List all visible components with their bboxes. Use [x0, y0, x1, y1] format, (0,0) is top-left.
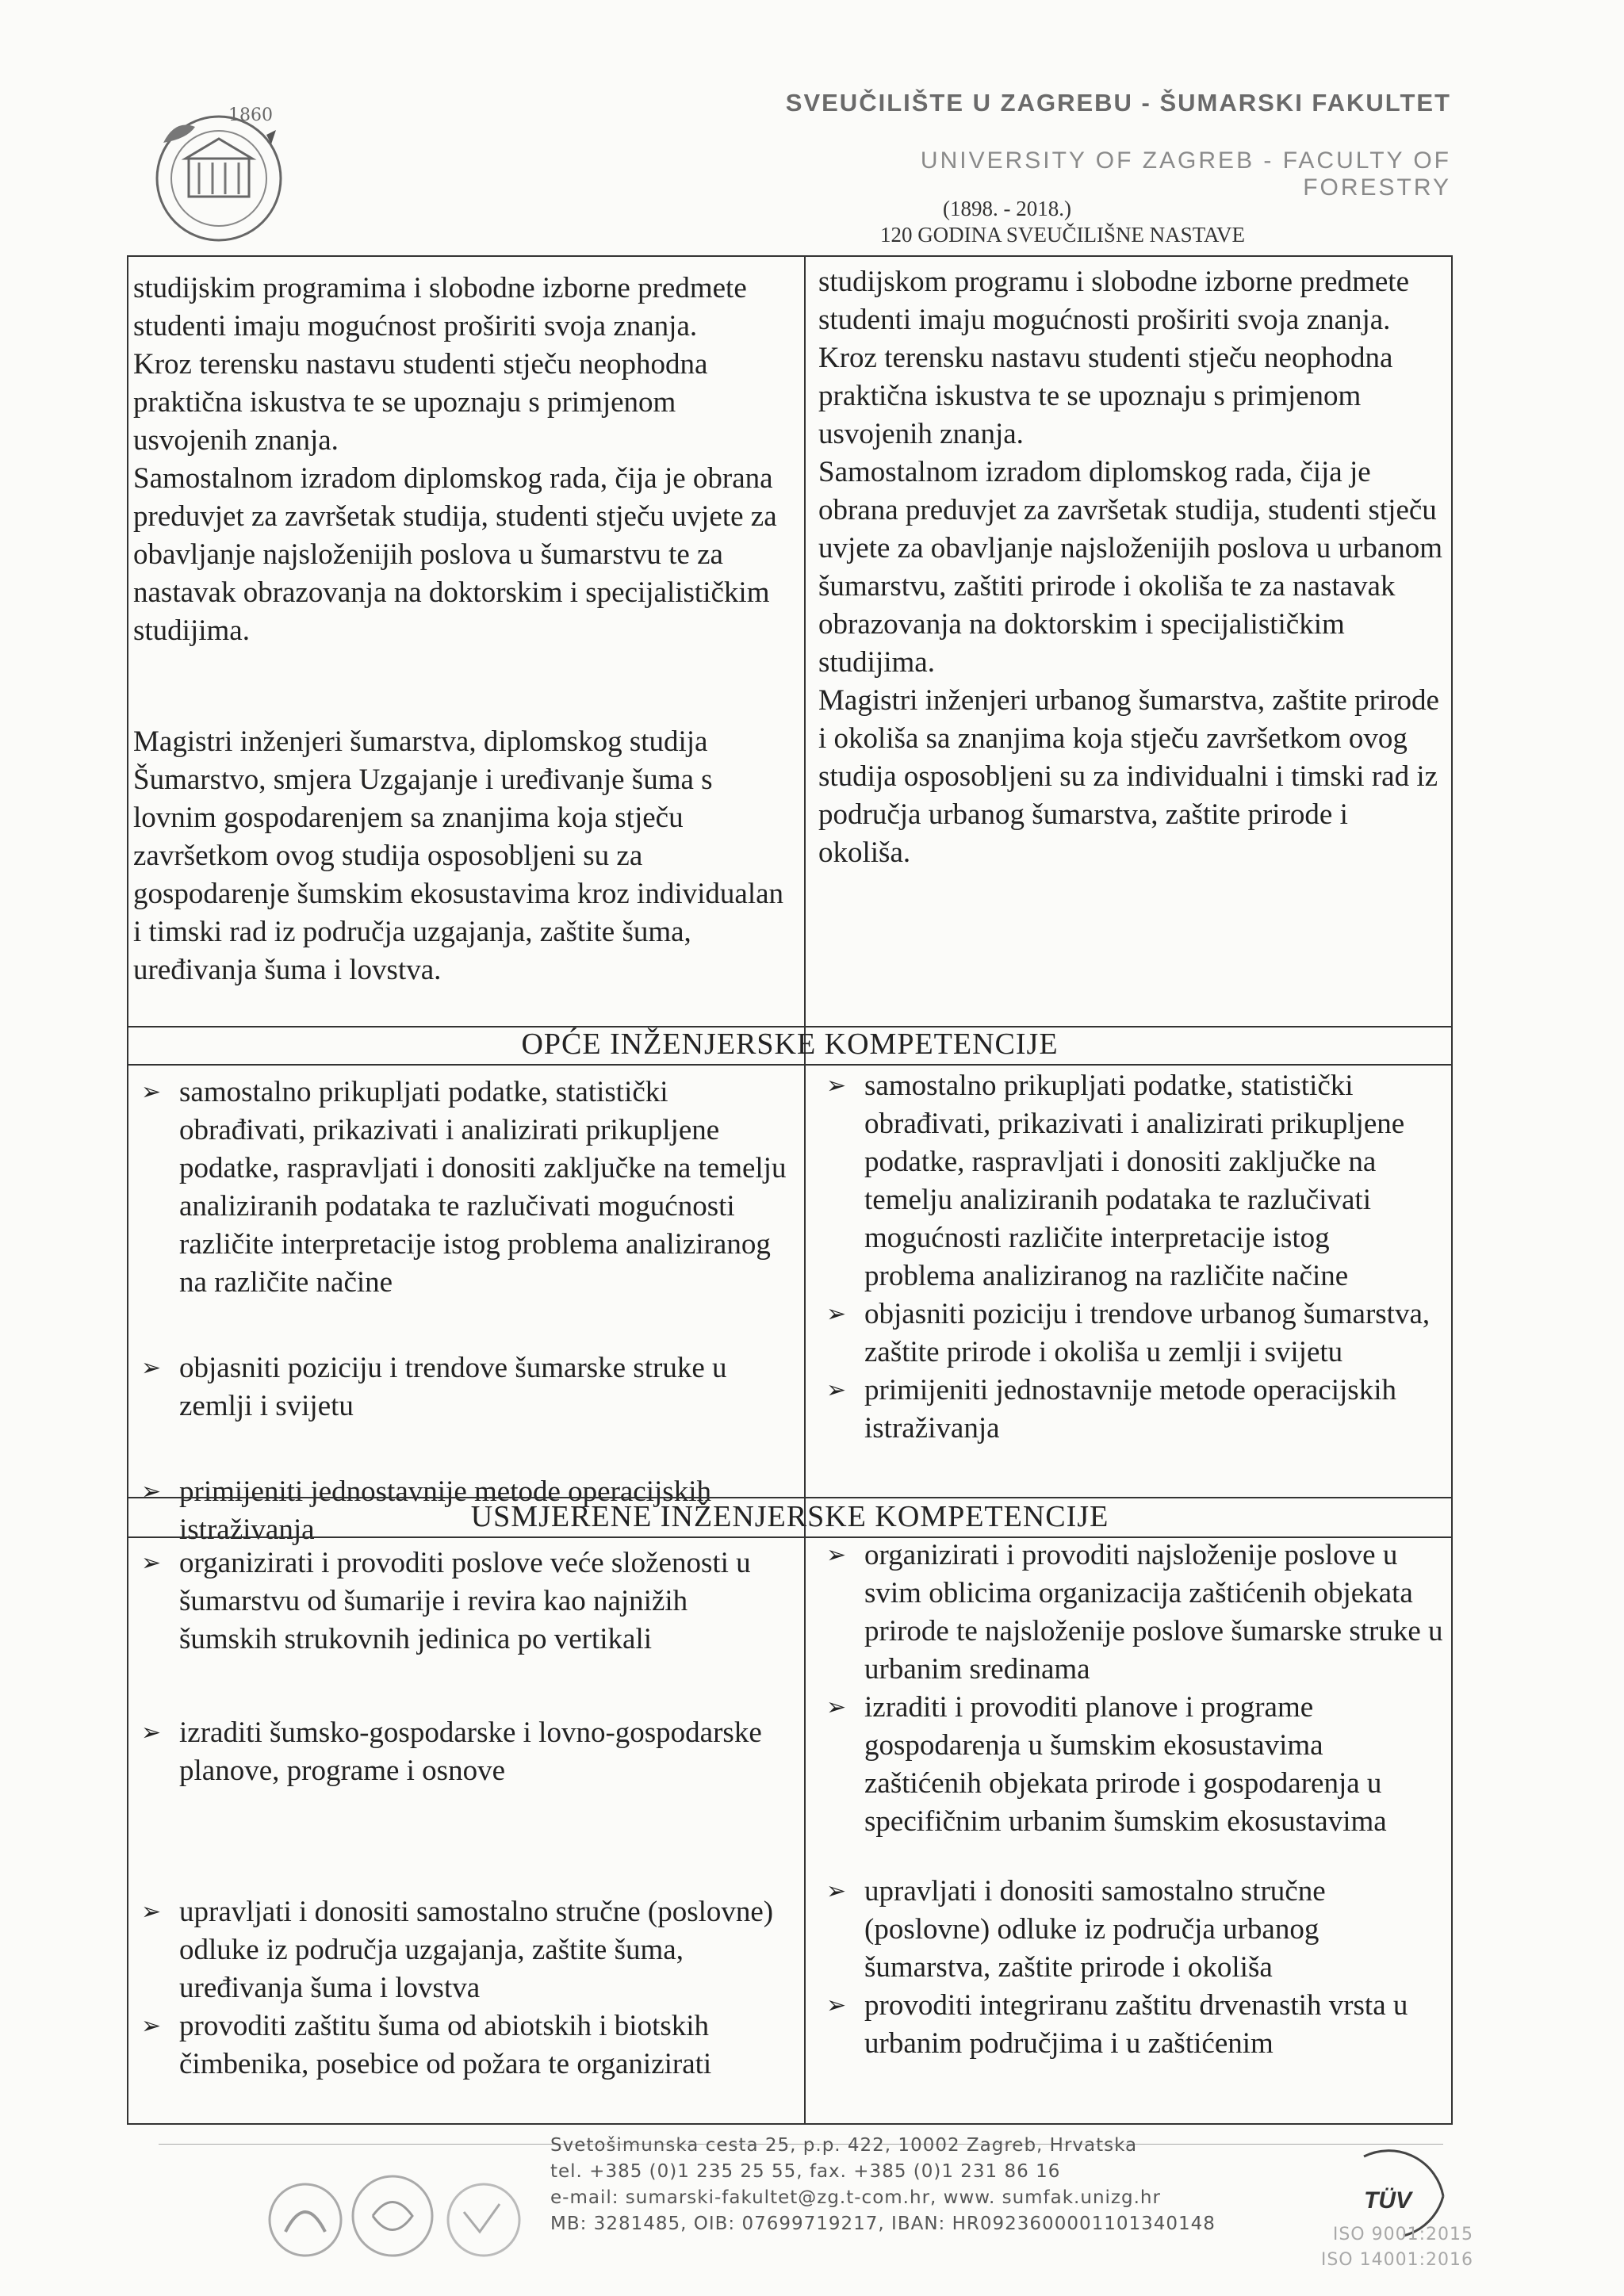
footer-address: Svetošimunska cesta 25, p.p. 422, 10002 Zagreb, Hrvatska [550, 2135, 1138, 2156]
column-divider [804, 257, 806, 2125]
list-item: ➢ provoditi integriranu zaštitu drvenastih vrsta u urbanim područjima i u zaštićenim [818, 1987, 1445, 2063]
bullet-arrow-icon: ➢ [826, 1541, 847, 1569]
intro-left-paragraph: Kroz terensku nastavu studenti stječu neophodna praktična iskustva te se upoznaju s primjenom usvojenih znanja. [133, 348, 708, 457]
list-item: ➢ organizirati i provoditi najsloženije poslove u svim oblicima organizacija zaštićenih objekata prirode te najsloženije poslove šumarske struke u urbanim sredinama [818, 1536, 1445, 1689]
list-item: ➢ primijeniti jednostavnije metode operacijskih istraživanja [818, 1372, 1445, 1448]
university-name-en: UNIVERSITY OF ZAGREB - FACULTY OF FORESTRY [920, 147, 1451, 201]
anniversary-years: (1898. - 2018.) [943, 197, 1071, 220]
list-item: ➢ objasniti poziciju i trendove šumarske struke u zemlji i svijetu [133, 1349, 791, 1425]
general-competencies-title: OPĆE INŽENJERSKE KOMPETENCIJE [521, 1027, 1059, 1061]
intro-left-paragraph: Magistri inženjeri šumarstva, diplomskog studija Šumarstvo, smjera Uzgajanje i uređivanje šuma s lovnim gospodarenjem sa znanjima koja stječu završetkom ovog studija osposobljeni su za gospodarenje šumskim ekosustavima kroz individualan i timski rad iz područja uzgajanja, zaštite šuma, uređivanja šuma i lovstva. [133, 725, 784, 986]
bullet-arrow-icon: ➢ [141, 1898, 162, 1926]
row-divider [128, 1064, 1451, 1066]
list-item: ➢ samostalno prikupljati podatke, statistički obrađivati, prikazivati i analizirati prikupljene podatke, raspravljati i donositi zaključke na temelju analiziranih podataka te razlučivati mogućnosti različite interpretacije istog problema analiziranog na različite načine [818, 1067, 1445, 1295]
bullet-arrow-icon: ➢ [141, 1719, 162, 1747]
footer-ids: MB: 3281485, OIB: 07699719217, IBAN: HR0923600001101340148 [550, 2214, 1216, 2234]
list-item: ➢ provoditi zaštitu šuma od abiotskih i biotskih čimbenika, posebice od požara te organizirati [133, 2007, 791, 2084]
specific-competencies-title: USMJERENE INŽENJERSKE KOMPETENCIJE [470, 1500, 1109, 1533]
list-item: ➢ organizirati i provoditi poslove veće složenosti u šumarstvu od šumarije i revira kao najnižih šumskih strukovnih jedinica po vertikali [133, 1544, 791, 1659]
faculty-seal-icon [140, 95, 298, 254]
bullet-arrow-icon: ➢ [141, 1478, 162, 1506]
intro-left-paragraph: studijskim programima i slobodne izborne predmete studenti imaju mogućnost proširiti svoja znanja. [133, 272, 747, 342]
list-item: ➢ upravljati i donositi samostalno stručne (poslovne) odluke iz područja uzgajanja, zaštite šuma, uređivanja šuma i lovstva [133, 1893, 791, 2007]
university-name-hr: SVEUČILIŠTE U ZAGREBU - ŠUMARSKI FAKULTET [785, 89, 1451, 117]
list-item: ➢ primijeniti jednostavnije metode operacijskih istraživanja [133, 1473, 791, 1549]
general-left-cell [133, 1073, 791, 1549]
footer-email-web: e-mail: sumarski-fakultet@zg.t-com.hr, www. sumfak.unizg.hr [550, 2187, 1161, 2208]
bullet-arrow-icon: ➢ [141, 2012, 162, 2040]
intro-right-paragraph: Kroz terensku nastavu studenti stječu neophodna praktična iskustva te se upoznaju s primjenom usvojenih znanja. [818, 342, 1393, 450]
bullet-arrow-icon: ➢ [141, 1354, 162, 1382]
bullet-arrow-icon: ➢ [826, 1992, 847, 2019]
specific-right-cell [818, 1536, 1445, 2063]
bullet-arrow-icon: ➢ [826, 1877, 847, 1905]
intro-left-paragraph: Samostalnom izradom diplomskog rada, čija je obrana preduvjet za završetak studija, studenti stječu uvjete za obavljanje najsloženijih poslova u šumarstvu te za nastavak obrazovanja na doktorskim i specijalističkim studijima. [133, 462, 777, 647]
tuv-logo-text: TÜV [1364, 2187, 1411, 2214]
iso-14001: ISO 14001:2016 [1320, 2250, 1473, 2270]
bullet-arrow-icon: ➢ [826, 1376, 847, 1404]
intro-right-paragraph: Magistri inženjeri urbanog šumarstva, zaštite prirode i okoliša sa znanjima koja stječu završetkom ovog studija osposobljeni su za individualni i timski rad iz područja urbanog šumarstva, zaštite prirode i okoliša. [818, 684, 1439, 869]
specific-left-cell [133, 1544, 791, 2084]
bullet-arrow-icon: ➢ [826, 1300, 847, 1328]
list-item: ➢ samostalno prikupljati podatke, statistički obrađivati, prikazivati i analizirati prikupljene podatke, raspravljati i donositi zaključke na temelju analiziranih podataka te razlučivati mogućnosti različite interpretacije istog problema analiziranog na različite načine [133, 1073, 791, 1302]
footer-contact [550, 2133, 1312, 2237]
intro-right-paragraph: Samostalnom izradom diplomskog rada, čija je obrana preduvjet za završetak studija, studenti stječu uvjete za obavljanje najsloženijih poslova u urbanom šumarstvu, zaštiti prirode i okoliša te za nastavak obrazovanja na doktorskim i specijalističkim studijima. [818, 456, 1443, 679]
competencies-table [127, 255, 1453, 2125]
list-item: ➢ upravljati i donositi samostalno stručne (poslovne) odluke iz područja urbanog šumarstva, zaštite prirode i okoliša [818, 1873, 1445, 1987]
intro-right-paragraph: studijskom programu i slobodne izborne predmete studenti imaju mogućnosti proširiti svoja znanja. [818, 266, 1409, 336]
bullet-arrow-icon: ➢ [141, 1549, 162, 1577]
anniversary-text: 120 GODINA SVEUČILIŠNE NASTAVE [879, 223, 1246, 247]
intro-left-cell [133, 270, 791, 989]
general-right-cell [818, 1067, 1445, 1448]
footer-phone: tel. +385 (0)1 235 25 55, fax. +385 (0)1 231 86 16 [550, 2161, 1061, 2182]
list-item: ➢ izraditi šumsko-gospodarske i lovno-gospodarske planove, programe i osnove [133, 1714, 791, 1790]
bullet-arrow-icon: ➢ [826, 1693, 847, 1721]
bullet-arrow-icon: ➢ [141, 1078, 162, 1106]
logo-year: 1860 [228, 105, 273, 125]
bullet-arrow-icon: ➢ [826, 1072, 847, 1100]
list-item: ➢ objasniti poziciju i trendove urbanog šumarstva, zaštite prirode i okoliša u zemlji i svijetu [818, 1295, 1445, 1372]
footer-logos-icon [262, 2164, 563, 2267]
iso-9001: ISO 9001:2015 [1332, 2225, 1473, 2244]
list-item: ➢ izraditi i provoditi planove i programe gospodarenja u šumskim ekosustavima zaštićenih objekata prirode i gospodarenja u specifičnim urbanim šumskim ekosustavima [818, 1689, 1445, 1841]
intro-right-cell [818, 263, 1445, 872]
